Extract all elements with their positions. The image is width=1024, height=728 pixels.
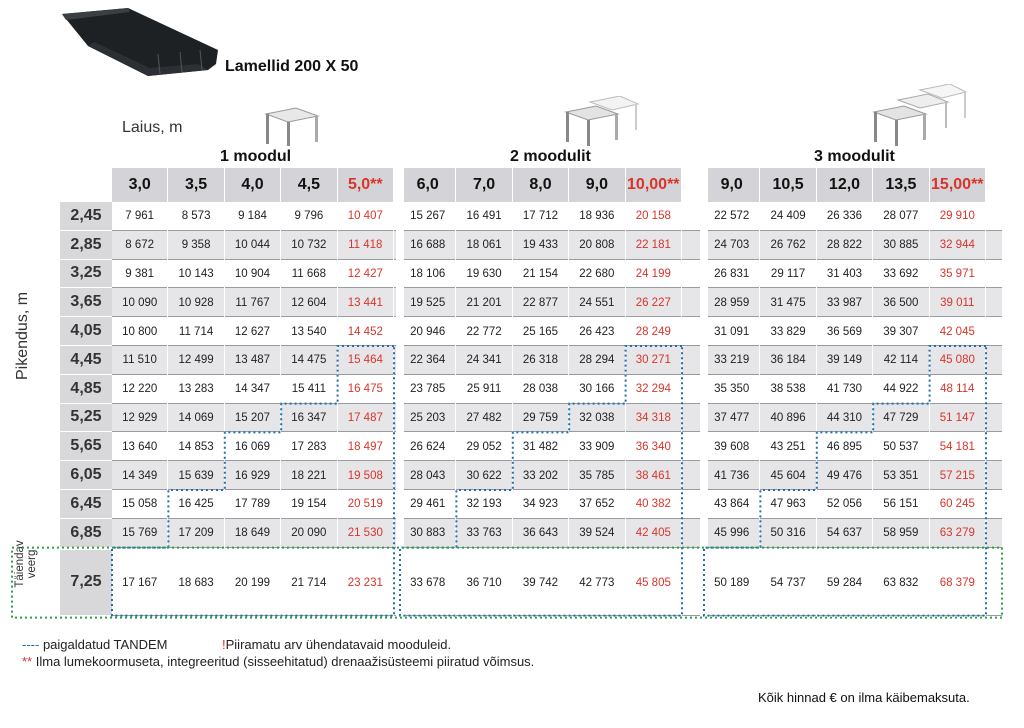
price-cell: 10 732 <box>281 231 337 260</box>
price-cell: 28 294 <box>569 346 625 375</box>
price-cell: 23 785 <box>400 375 456 404</box>
price-cell: 19 508 <box>338 461 394 490</box>
price-cell: 49 476 <box>817 461 873 490</box>
price-cell: 24 409 <box>760 202 816 231</box>
price-cell: 50 537 <box>873 432 929 461</box>
price-cell: 11 714 <box>168 317 224 346</box>
price-cell: 37 477 <box>704 404 760 433</box>
price-cell: 14 475 <box>281 346 337 375</box>
legend-limit-text: Piiramatu arv ühendatavaid mooduleid. <box>225 637 452 652</box>
price-cell: 14 349 <box>112 461 168 490</box>
price-cell: 45 080 <box>930 346 986 375</box>
price-cell: 9 358 <box>168 231 224 260</box>
price-cell: 26 318 <box>513 346 569 375</box>
price-cell: 45 604 <box>760 461 816 490</box>
price-cell: 26 336 <box>817 202 873 231</box>
price-cell: 33 678 <box>400 550 456 616</box>
price-cell: 16 475 <box>338 375 394 404</box>
price-cell: 10 090 <box>112 288 168 317</box>
length-row-label: 5,25 <box>60 404 112 433</box>
price-cell: 9 796 <box>281 202 337 231</box>
price-cell: 45 805 <box>626 550 682 616</box>
price-cell: 52 056 <box>817 490 873 519</box>
price-cell: 40 382 <box>626 490 682 519</box>
price-cell: 32 944 <box>930 231 986 260</box>
price-cell: 33 829 <box>760 317 816 346</box>
price-cell: 41 736 <box>704 461 760 490</box>
price-cell: 10 044 <box>225 231 281 260</box>
price-cell: 47 963 <box>760 490 816 519</box>
price-cell: 19 630 <box>456 260 512 289</box>
width-header-cell: 7,0 <box>456 168 512 202</box>
price-cell: 44 922 <box>873 375 929 404</box>
length-row-label: 6,05 <box>60 461 112 490</box>
price-cell: 39 608 <box>704 432 760 461</box>
price-cell: 22 364 <box>400 346 456 375</box>
length-row-label: 4,45 <box>60 346 112 375</box>
price-cell: 16 491 <box>456 202 512 231</box>
price-cell: 29 117 <box>760 260 816 289</box>
price-cell: 33 909 <box>569 432 625 461</box>
price-cell: 39 524 <box>569 519 625 548</box>
price-cell: 17 167 <box>112 550 168 616</box>
price-cell: 24 703 <box>704 231 760 260</box>
price-cell: 34 923 <box>513 490 569 519</box>
price-cell: 14 347 <box>225 375 281 404</box>
width-header-cell: 3,5 <box>168 168 224 202</box>
price-cell: 8 573 <box>168 202 224 231</box>
price-cell: 8 672 <box>112 231 168 260</box>
vat-note: Kõik hinnad € on ilma käibemaksuta. <box>758 690 970 705</box>
module-1-title: 1 moodul <box>220 148 292 165</box>
tandem-boundary-line <box>112 346 394 616</box>
length-row-label: 4,85 <box>60 375 112 404</box>
price-cell: 25 165 <box>513 317 569 346</box>
price-cell: 33 219 <box>704 346 760 375</box>
legend-snow <box>22 654 534 669</box>
price-cell: 19 433 <box>513 231 569 260</box>
price-cell: 42 405 <box>626 519 682 548</box>
price-cell: 30 885 <box>873 231 929 260</box>
price-cell: 10 928 <box>168 288 224 317</box>
price-cell: 26 227 <box>626 288 682 317</box>
price-cell: 57 215 <box>930 461 986 490</box>
price-cell: 20 519 <box>338 490 394 519</box>
price-cell: 31 475 <box>760 288 816 317</box>
price-cell: 42 045 <box>930 317 986 346</box>
price-cell: 15 267 <box>400 202 456 231</box>
price-cell: 18 497 <box>338 432 394 461</box>
price-cell: 12 220 <box>112 375 168 404</box>
price-cell: 50 316 <box>760 519 816 548</box>
price-cell: 28 038 <box>513 375 569 404</box>
price-cell: 35 785 <box>569 461 625 490</box>
price-cell: 19 154 <box>281 490 337 519</box>
price-cell: 17 209 <box>168 519 224 548</box>
price-cell: 15 639 <box>168 461 224 490</box>
price-cell: 15 207 <box>225 404 281 433</box>
price-cell: 63 832 <box>873 550 929 616</box>
price-cell: 32 294 <box>626 375 682 404</box>
price-cell: 36 569 <box>817 317 873 346</box>
width-header-cell: 4,0 <box>225 168 281 202</box>
length-row-label: 6,45 <box>60 490 112 519</box>
price-cell: 30 166 <box>569 375 625 404</box>
price-cell: 68 379 <box>930 550 986 616</box>
price-cell: 38 538 <box>760 375 816 404</box>
price-cell: 11 510 <box>112 346 168 375</box>
price-cell: 54 181 <box>930 432 986 461</box>
price-cell: 34 318 <box>626 404 682 433</box>
width-header-cell: 10,5 <box>760 168 816 202</box>
price-cell: 51 147 <box>930 404 986 433</box>
price-cell: 10 904 <box>225 260 281 289</box>
legend-limit-mark: ! <box>222 637 226 652</box>
price-cell: 12 929 <box>112 404 168 433</box>
price-cell: 33 202 <box>513 461 569 490</box>
price-cell: 18 683 <box>168 550 224 616</box>
price-cell: 38 461 <box>626 461 682 490</box>
price-cell: 37 652 <box>569 490 625 519</box>
price-cell: 10 143 <box>168 260 224 289</box>
price-cell: 20 199 <box>225 550 281 616</box>
price-cell: 29 052 <box>456 432 512 461</box>
price-cell: 15 769 <box>112 519 168 548</box>
price-cell: 17 487 <box>338 404 394 433</box>
price-cell: 28 077 <box>873 202 929 231</box>
price-cell: 28 249 <box>626 317 682 346</box>
price-cell: 35 350 <box>704 375 760 404</box>
price-cell: 47 729 <box>873 404 929 433</box>
width-header-cell: 9,0 <box>569 168 625 202</box>
price-cell: 24 551 <box>569 288 625 317</box>
price-cell: 28 043 <box>400 461 456 490</box>
price-cell: 21 201 <box>456 288 512 317</box>
price-cell: 17 789 <box>225 490 281 519</box>
price-cell: 18 221 <box>281 461 337 490</box>
price-cell: 39 742 <box>513 550 569 616</box>
price-cell: 36 500 <box>873 288 929 317</box>
price-cell: 29 759 <box>513 404 569 433</box>
length-row-label: 2,45 <box>60 202 112 231</box>
price-cell: 22 877 <box>513 288 569 317</box>
price-cell: 24 199 <box>626 260 682 289</box>
price-cell: 36 643 <box>513 519 569 548</box>
legend-snow-text: Ilma lumekoormuseta, integreeritud (sisseehitatud) drenaažisüsteemi piiratud võimsus. <box>32 654 535 669</box>
width-header-cell: 3,0 <box>112 168 168 202</box>
module-2-title: 2 moodulit <box>510 148 591 165</box>
price-cell: 16 069 <box>225 432 281 461</box>
price-cell: 33 987 <box>817 288 873 317</box>
price-cell: 59 284 <box>817 550 873 616</box>
price-cell: 42 114 <box>873 346 929 375</box>
price-cell: 12 627 <box>225 317 281 346</box>
price-cell: 20 808 <box>569 231 625 260</box>
price-cell: 21 530 <box>338 519 394 548</box>
length-row-label: 3,65 <box>60 288 112 317</box>
legend-tandem-mark: ---- <box>22 637 40 652</box>
length-row-label: 2,85 <box>60 231 112 260</box>
price-cell: 41 730 <box>817 375 873 404</box>
price-cell: 17 712 <box>513 202 569 231</box>
price-cell: 16 347 <box>281 404 337 433</box>
tandem-boundary-line <box>704 346 986 616</box>
price-cell: 24 341 <box>456 346 512 375</box>
width-header-cell: 4,5 <box>281 168 337 202</box>
price-cell: 27 482 <box>456 404 512 433</box>
price-cell: 20 158 <box>626 202 682 231</box>
price-cell: 11 418 <box>338 231 394 260</box>
price-cell: 21 714 <box>281 550 337 616</box>
price-cell: 26 762 <box>760 231 816 260</box>
price-cell: 43 251 <box>760 432 816 461</box>
width-header-cell: 5,0** <box>338 168 394 202</box>
width-header-cell: 10,00** <box>626 168 682 202</box>
legend-tandem <box>22 637 167 652</box>
price-cell: 44 310 <box>817 404 873 433</box>
length-row-label: 4,05 <box>60 317 112 346</box>
width-header-cell: 13,5 <box>873 168 929 202</box>
width-header-cell: 15,00** <box>930 168 986 202</box>
length-row-label: 3,25 <box>60 260 112 289</box>
price-cell: 45 996 <box>704 519 760 548</box>
width-header-cell: 8,0 <box>513 168 569 202</box>
price-cell: 18 106 <box>400 260 456 289</box>
price-cell: 33 763 <box>456 519 512 548</box>
price-cell: 16 688 <box>400 231 456 260</box>
length-row-label: 5,65 <box>60 432 112 461</box>
price-cell: 60 245 <box>930 490 986 519</box>
price-cell: 7 961 <box>112 202 168 231</box>
module-3-title: 3 moodulit <box>814 148 895 165</box>
price-cell: 22 772 <box>456 317 512 346</box>
price-cell: 31 482 <box>513 432 569 461</box>
price-cell: 46 895 <box>817 432 873 461</box>
price-cell: 13 540 <box>281 317 337 346</box>
price-cell: 25 911 <box>456 375 512 404</box>
price-cell: 15 464 <box>338 346 394 375</box>
price-cell: 13 441 <box>338 288 394 317</box>
price-cell: 32 038 <box>569 404 625 433</box>
price-cell: 43 864 <box>704 490 760 519</box>
price-cell: 18 061 <box>456 231 512 260</box>
price-cell: 9 184 <box>225 202 281 231</box>
price-cell: 58 959 <box>873 519 929 548</box>
price-cell: 9 381 <box>112 260 168 289</box>
price-cell: 18 649 <box>225 519 281 548</box>
price-cell: 30 883 <box>400 519 456 548</box>
price-cell: 39 011 <box>930 288 986 317</box>
price-cell: 54 637 <box>817 519 873 548</box>
price-cell: 28 822 <box>817 231 873 260</box>
price-cell: 22 181 <box>626 231 682 260</box>
width-axis-label: Laius, m <box>122 119 183 136</box>
price-cell: 26 624 <box>400 432 456 461</box>
price-cell: 11 668 <box>281 260 337 289</box>
price-cell: 36 184 <box>760 346 816 375</box>
price-cell: 39 149 <box>817 346 873 375</box>
price-cell: 31 403 <box>817 260 873 289</box>
price-cell: 48 114 <box>930 375 986 404</box>
price-cell: 16 425 <box>168 490 224 519</box>
price-cell: 29 910 <box>930 202 986 231</box>
price-cell: 56 151 <box>873 490 929 519</box>
width-header-cell: 9,0 <box>704 168 760 202</box>
price-cell: 28 959 <box>704 288 760 317</box>
price-cell: 10 407 <box>338 202 394 231</box>
legend-snow-mark: ** <box>22 654 33 669</box>
price-cell: 26 831 <box>704 260 760 289</box>
width-header-cell: 6,0 <box>400 168 456 202</box>
price-cell: 20 090 <box>281 519 337 548</box>
price-cell: 21 154 <box>513 260 569 289</box>
price-cell: 35 971 <box>930 260 986 289</box>
price-cell: 39 307 <box>873 317 929 346</box>
price-cell: 13 640 <box>112 432 168 461</box>
length-row-label: 6,85 <box>60 519 112 548</box>
price-cell: 13 283 <box>168 375 224 404</box>
price-cell: 18 936 <box>569 202 625 231</box>
length-row-label: 7,25 <box>60 550 112 616</box>
price-cell: 26 423 <box>569 317 625 346</box>
width-header-cell: 12,0 <box>817 168 873 202</box>
price-cell: 19 525 <box>400 288 456 317</box>
tandem-boundary-line <box>400 346 682 616</box>
price-cell: 31 091 <box>704 317 760 346</box>
legend-limit <box>222 637 451 652</box>
price-cell: 54 737 <box>760 550 816 616</box>
price-cell: 20 946 <box>400 317 456 346</box>
price-cell: 11 767 <box>225 288 281 317</box>
price-cell: 15 411 <box>281 375 337 404</box>
extra-column-label-line-2: veerg <box>26 549 38 579</box>
length-axis-label: Pikendus, m <box>14 291 31 380</box>
price-cell: 63 279 <box>930 519 986 548</box>
price-cell: 36 340 <box>626 432 682 461</box>
price-cell: 13 487 <box>225 346 281 375</box>
price-cell: 15 058 <box>112 490 168 519</box>
price-cell: 32 193 <box>456 490 512 519</box>
price-cell: 33 692 <box>873 260 929 289</box>
price-cell: 10 800 <box>112 317 168 346</box>
price-cell: 16 929 <box>225 461 281 490</box>
price-cell: 12 604 <box>281 288 337 317</box>
price-cell: 14 069 <box>168 404 224 433</box>
price-cell: 40 896 <box>760 404 816 433</box>
price-cell: 14 452 <box>338 317 394 346</box>
price-cell: 12 499 <box>168 346 224 375</box>
price-cell: 23 231 <box>338 550 394 616</box>
price-cell: 29 461 <box>400 490 456 519</box>
price-cell: 50 189 <box>704 550 760 616</box>
price-cell: 42 773 <box>569 550 625 616</box>
price-cell: 53 351 <box>873 461 929 490</box>
price-cell: 12 427 <box>338 260 394 289</box>
price-cell: 22 572 <box>704 202 760 231</box>
legend-tandem-text: paigaldatud TANDEM <box>39 637 168 652</box>
price-cell: 30 271 <box>626 346 682 375</box>
price-cell: 36 710 <box>456 550 512 616</box>
product-title: Lamellid 200 X 50 <box>225 58 359 75</box>
price-cell: 17 283 <box>281 432 337 461</box>
price-cell: 14 853 <box>168 432 224 461</box>
extra-column-box <box>12 548 1002 618</box>
price-cell: 25 203 <box>400 404 456 433</box>
price-cell: 22 680 <box>569 260 625 289</box>
price-cell: 30 622 <box>456 461 512 490</box>
extra-column-label-line-1: Täiendav <box>14 540 26 588</box>
